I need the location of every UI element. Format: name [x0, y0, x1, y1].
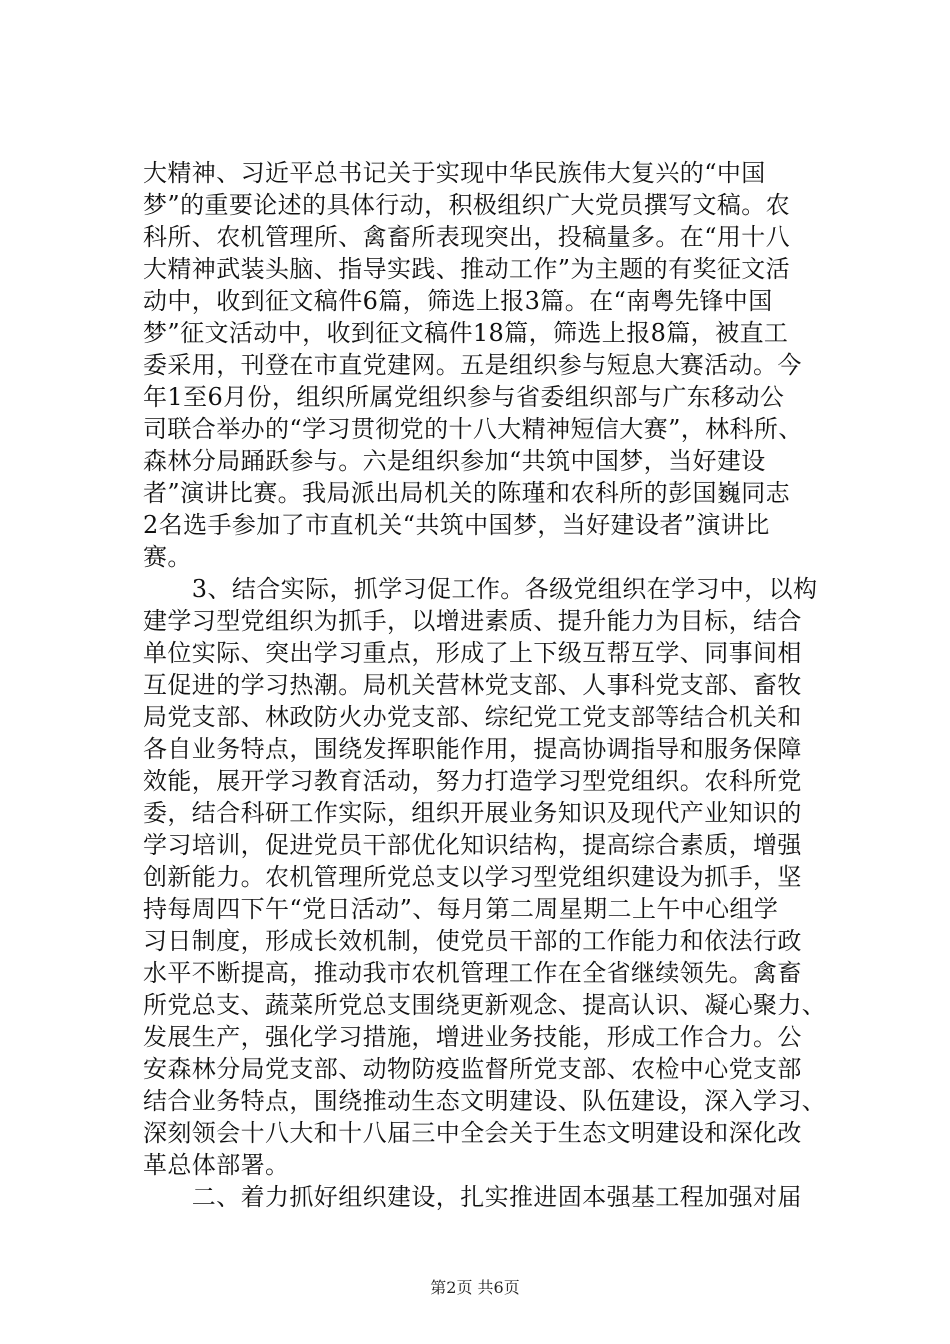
text-line: 大精神武装头脑、指导实践、推动工作”为主题的有奖征文活: [143, 255, 791, 283]
text-line: 深刻领会十八大和十八届三中全会关于生态文明建设和深化改: [143, 1119, 802, 1147]
text-line: 效能，展开学习教育活动，努力打造学习型党组织。农科所党: [143, 767, 802, 795]
text-line: 结合业务特点，围绕推动生态文明建设、队伍建设，深入学习、: [143, 1087, 827, 1115]
text-line: 习日制度，形成长效机制，使党员干部的工作能力和依法行政: [143, 927, 802, 955]
page-number-footer: 第2页 共6页: [430, 1278, 520, 1297]
text-line: 互促进的学习热潮。局机关营林党支部、人事科党支部、畜牧: [143, 671, 802, 699]
text-line: 发展生产，强化学习措施，增进业务技能，形成工作合力。公: [143, 1023, 802, 1051]
text-line: 所党总支、蔬菜所党总支围绕更新观念、提高认识、凝心聚力、: [143, 991, 827, 1019]
text-line: 3、结合实际，抓学习促工作。各级党组织在学习中，以构: [143, 575, 818, 603]
text-line: 梦”征文活动中，收到征文稿件18篇，筛选上报8篇，被直工: [143, 319, 789, 347]
text-line: 年1至6月份，组织所属党组织参与省委组织部与广东移动公: [143, 383, 785, 411]
body-text: [143, 157, 843, 1213]
text-line: 单位实际、突出学习重点，形成了上下级互帮互学、同事间相: [143, 639, 802, 667]
text-line: 者”演讲比赛。我局派出局机关的陈瑾和农科所的彭国巍同志: [143, 479, 791, 507]
text-line: 各自业务特点，围绕发挥职能作用，提高协调指导和服务保障: [143, 735, 802, 763]
text-line: 赛。: [143, 543, 192, 571]
text-line: 大精神、习近平总书记关于实现中华民族伟大复兴的“中国: [143, 159, 766, 187]
text-line: 委，结合科研工作实际，组织开展业务知识及现代产业知识的: [143, 799, 802, 827]
text-line: 创新能力。农机管理所党总支以学习型党组织建设为抓手，坚: [143, 863, 802, 891]
text-line: 司联合举办的“学习贯彻党的十八大精神短信大赛”，林科所、: [143, 415, 803, 443]
text-line: 科所、农机管理所、禽畜所表现突出，投稿量多。在“用十八: [143, 223, 791, 251]
text-line: 委采用，刊登在市直党建网。五是组织参与短息大赛活动。今: [143, 351, 802, 379]
text-line: 动中，收到征文稿件6篇，筛选上报3篇。在“南粤先锋中国: [143, 287, 773, 315]
text-line: 革总体部署。: [143, 1151, 290, 1179]
text-line: 2名选手参加了市直机关“共筑中国梦，当好建设者”演讲比: [143, 511, 770, 539]
text-line: 学习培训，促进党员干部优化知识结构，提高综合素质，增强: [143, 831, 802, 859]
text-line: 建学习型党组织为抓手，以增进素质、提升能力为目标，结合: [143, 607, 802, 635]
text-line: 二、着力抓好组织建设，扎实推进固本强基工程加强对届: [143, 1183, 802, 1211]
text-line: 梦”的重要论述的具体行动，积极组织广大党员撰写文稿。农: [143, 191, 791, 219]
text-line: 持每周四下午“党日活动”、每月第二周星期二上午中心组学: [143, 895, 779, 923]
text-line: 局党支部、林政防火办党支部、综纪党工党支部等结合机关和: [143, 703, 802, 731]
text-line: 安森林分局党支部、动物防疫监督所党支部、农检中心党支部: [143, 1055, 802, 1083]
text-line: 森林分局踊跃参与。六是组织参加“共筑中国梦，当好建设: [143, 447, 766, 475]
text-line: 水平不断提高，推动我市农机管理工作在全省继续领先。禽畜: [143, 959, 802, 987]
